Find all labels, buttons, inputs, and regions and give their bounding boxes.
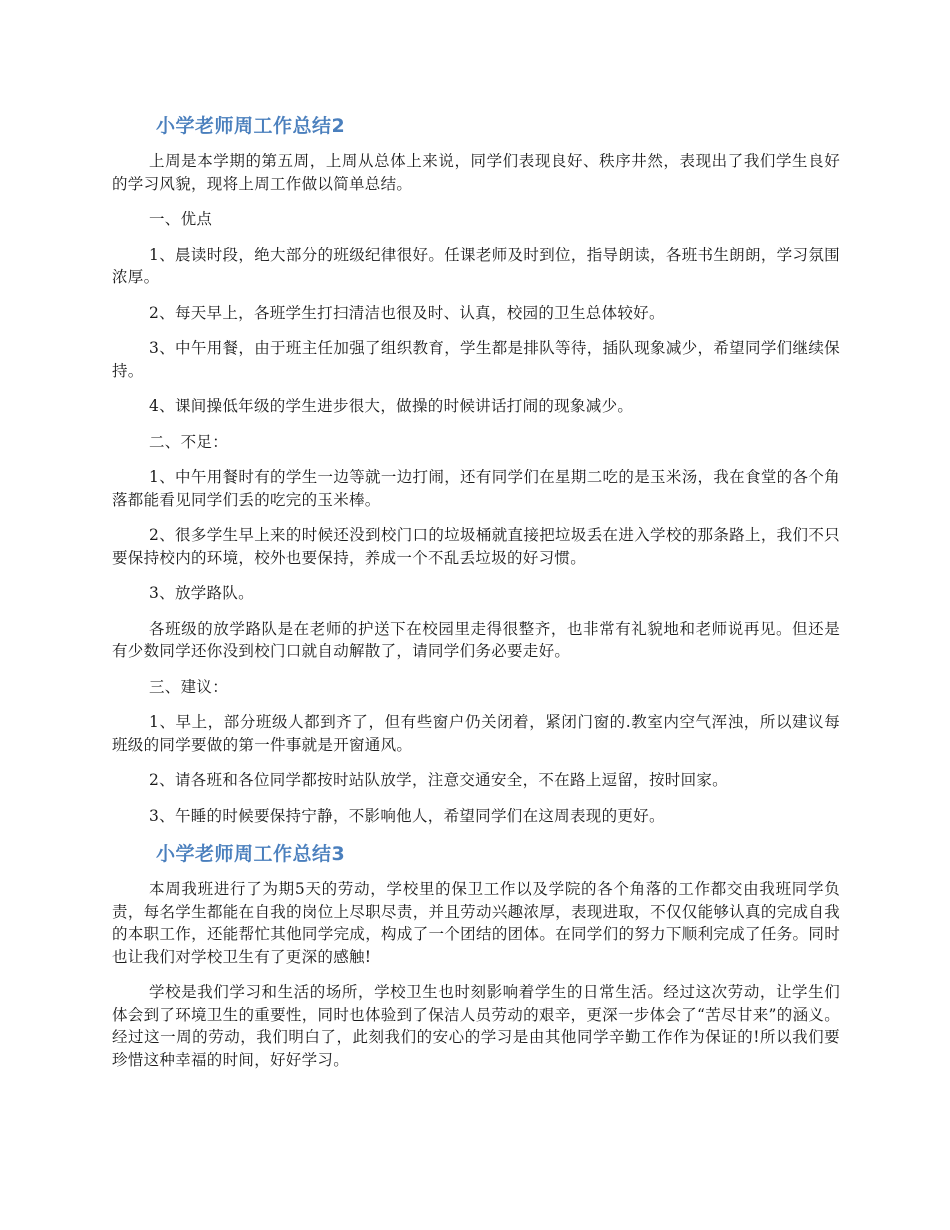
paragraph: 2、每天早上，各班学生打扫清洁也很及时、认真，校园的卫生总体较好。 xyxy=(149,303,665,322)
paragraph: 3、午睡的时候要保持宁静，不影响他人，希望同学们在这周表现的更好。 xyxy=(149,806,665,825)
subheading-strengths: 一、优点 xyxy=(149,210,213,228)
paragraph: 本周我班进行了为期5天的劳动，学校里的保卫工作以及学院的各个角落的工作都交由我班同学负责，每名学生都能在自我的岗位上尽职尽责，并且劳动兴趣浓厚，表现进取，不仅仅能够认真的完成自我的本职工作，还能帮忙其他同学完成，构成了一个团结的团体。在同学们的努力下顺利完成了任务。同时也让我们对学校卫生有了更深的感触! xyxy=(112,880,840,966)
document-body xyxy=(112,112,840,1084)
paragraph: 学校是我们学习和生活的场所，学校卫生也时刻影响着学生的日常生活。经过这次劳动，让学生们体会到了环境卫生的重要性，同时也体验到了保洁人员劳动的艰辛，更深一步体会了“苦尽甘来”的涵义。经过这一周的劳动，我们明白了，此刻我们的安心的学习是由其他同学辛勤工作作为保证的!所以我们要珍惜这种幸福的时间，好好学习。 xyxy=(112,983,840,1069)
paragraph: 3、中午用餐，由于班主任加强了组织教育，学生都是排队等待，插队现象减少，希望同学们继续保持。 xyxy=(112,339,840,380)
subheading-shortcomings: 二、不足： xyxy=(149,432,229,451)
paragraph: 1、中午用餐时有的学生一边等就一边打闹，还有同学们在星期二吃的是玉米汤，我在食堂的各个角落都能看见同学们丢的吃完的玉米棒。 xyxy=(112,468,840,509)
paragraph: 3、放学路队。 xyxy=(149,584,254,602)
paragraph: 4、课间操低年级的学生进步很大，做操的时候讲话打闹的现象减少。 xyxy=(149,397,634,415)
paragraph: 各班级的放学路队是在老师的护送下在校园里走得很整齐，也非常有礼貌地和老师说再见。但还是有少数同学还你没到校门口就自动解散了，请同学们务必要走好。 xyxy=(112,619,840,660)
paragraph: 上周是本学期的第五周，上周从总体上来说，同学们表现良好、秩序井然，表现出了我们学生良好的学习风貌，现将上周工作做以简单总结。 xyxy=(112,152,840,193)
subheading-suggestions: 三、建议： xyxy=(149,677,229,696)
paragraph: 1、晨读时段，绝大部分的班级纪律很好。任课老师及时到位，指导朗读，各班书生朗朗，学习氛围浓厚。 xyxy=(112,245,840,286)
paragraph: 2、请各班和各位同学都按时站队放学，注意交通安全，不在路上逗留，按时回家。 xyxy=(149,771,728,789)
section-2-title: 小学老师周工作总结2 xyxy=(156,115,346,137)
section-3-title: 小学老师周工作总结3 xyxy=(156,843,346,865)
paragraph: 1、早上，部分班级人都到齐了，但有些窗户仍关闭着，紧闭门窗的.教室内空气浑浊，所以建议每班级的同学要做的第一件事就是开窗通风。 xyxy=(112,713,840,754)
paragraph: 2、很多学生早上来的时候还没到校门口的垃圾桶就直接把垃圾丢在进入学校的那条路上，我们不只要保持校内的环境，校外也要保持，养成一个不乱丢垃圾的好习惯。 xyxy=(112,526,840,567)
